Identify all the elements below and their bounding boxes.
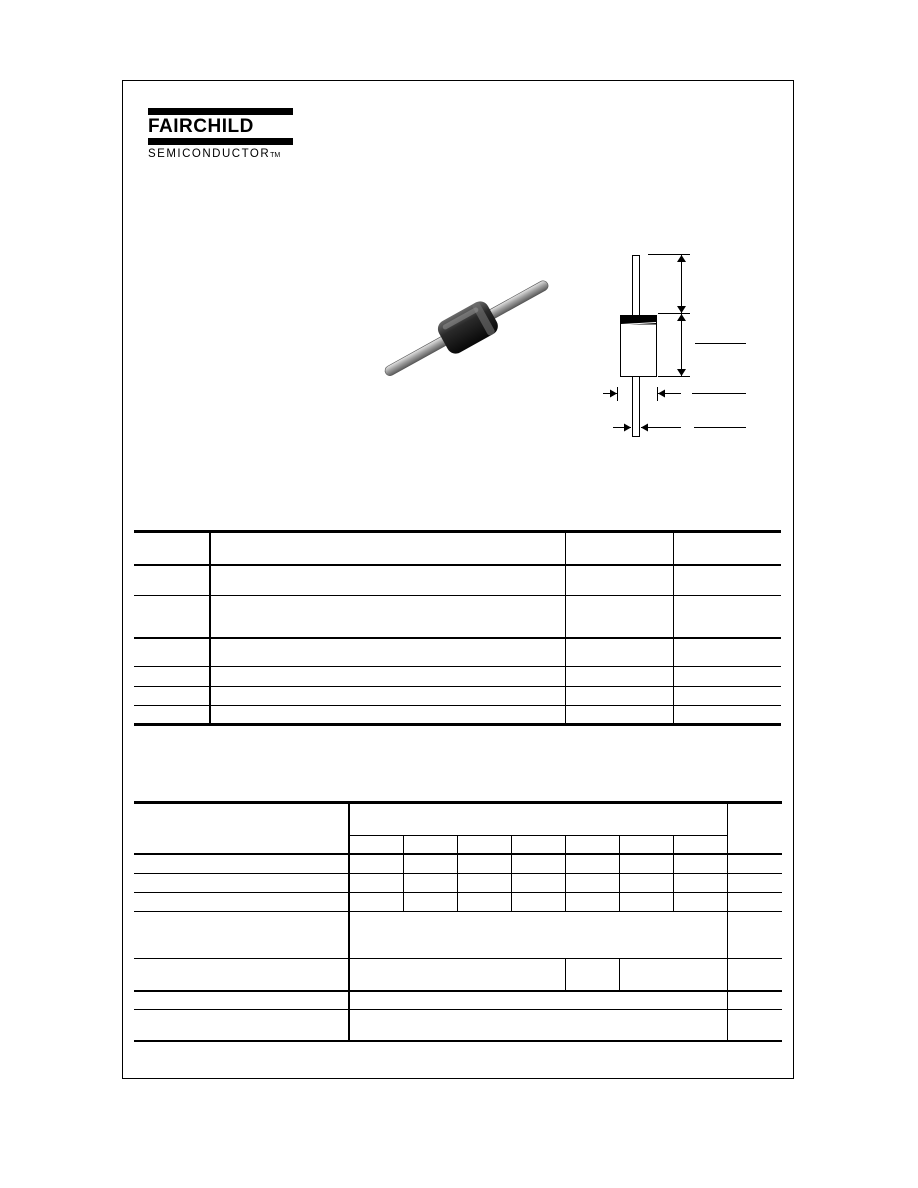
- table1-rule-row: [134, 705, 781, 706]
- table1-rule-row: [134, 637, 781, 639]
- table1-rule-row: [134, 666, 781, 667]
- table2-column-rule: [673, 835, 674, 912]
- table2-column-rule: [348, 802, 350, 1041]
- table2-rule-row: [134, 958, 782, 959]
- outline-lead-bottom: [633, 377, 640, 437]
- table2-rule-row: [134, 892, 782, 893]
- table2-column-rule: [565, 958, 566, 991]
- table2-rule-header: [134, 853, 782, 855]
- table1-rule-row: [134, 686, 781, 687]
- table1-column-rule: [565, 531, 566, 725]
- table2-column-rule: [511, 835, 512, 912]
- diode-photo: [377, 268, 556, 389]
- table2-column-rule: [457, 835, 458, 912]
- table2-rule-row: [134, 990, 782, 992]
- table1-rule-top: [134, 530, 781, 533]
- table2-column-rule: [565, 835, 566, 912]
- table2-column-rule: [619, 835, 620, 912]
- logo-wordmark: FAIRCHILD: [148, 116, 254, 137]
- table2-rule-row: [134, 873, 782, 874]
- table2-rule-row: [134, 1009, 782, 1010]
- table2-column-rule: [403, 835, 404, 912]
- outline-lead-top: [633, 256, 640, 316]
- table1-rule-row: [134, 595, 781, 596]
- outline-drawing: [603, 255, 746, 437]
- table2-column-rule: [619, 958, 620, 991]
- trademark-mark: TM: [270, 152, 281, 159]
- table1-rule-bottom: [134, 723, 781, 726]
- table2-column-rule: [727, 802, 728, 1041]
- logo-subtitle-text: SEMICONDUCTOR: [148, 148, 271, 160]
- table2-rule-subheader: [349, 835, 727, 836]
- table2-rule-bottom: [134, 1040, 782, 1042]
- table1-rule-header: [134, 564, 781, 566]
- table1-column-rule: [209, 531, 211, 725]
- table2-rule-row: [134, 911, 782, 912]
- table1-column-rule: [673, 531, 674, 725]
- table2-rule-top: [134, 801, 782, 804]
